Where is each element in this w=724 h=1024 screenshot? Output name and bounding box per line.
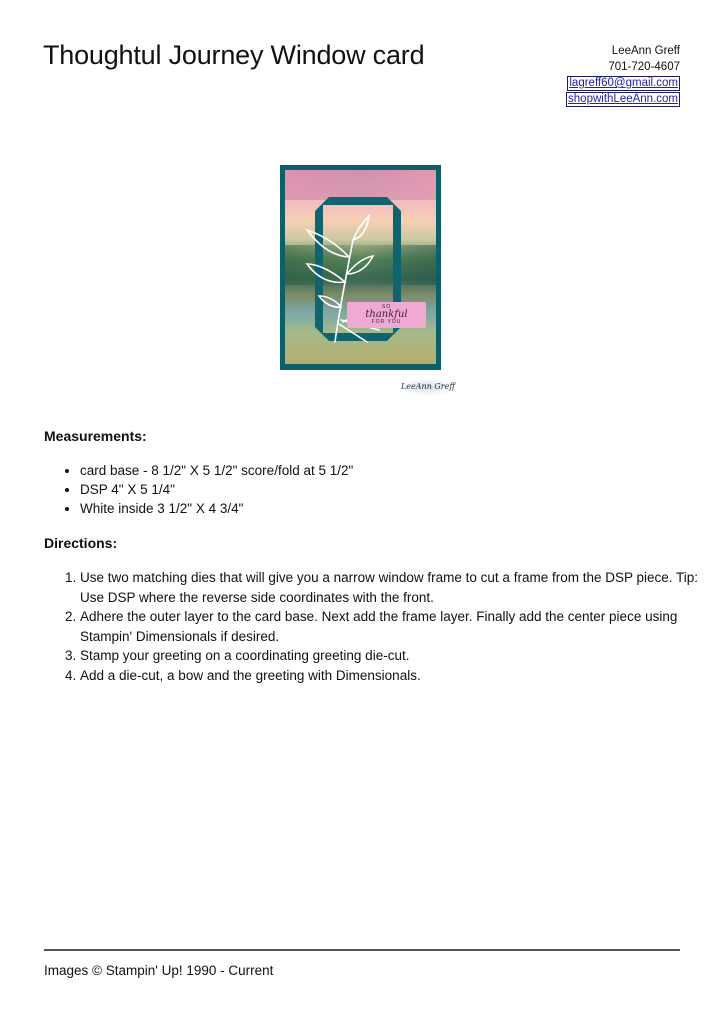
list-item: 1. Use two matching dies that will give you a narrow window frame to cut a frame from the DSP piece. Tip: Use DSP where the reverse side coordinates with the front. [80,568,720,607]
directions-heading: Directions: [44,535,118,551]
list-item: • White inside 3 1/2" X 4 3/4" [80,499,353,518]
website-link[interactable]: shopwithLeeAnn.com [568,93,678,105]
signature-watermark: LeeAnn Greff [398,378,458,396]
page-title: Thoughtul Journey Window card [43,40,425,70]
list-item: • card base - 8 1/2" X 5 1/2" score/fold at 5 1/2" [80,461,353,480]
contact-block [566,43,680,107]
list-item: 2. Adhere the outer layer to the card base. Next add the frame layer. Finally add the center piece using Stampin' Dimensionals if desired. [80,607,720,646]
footer-copyright: Images © Stampin' Up! 1990 - Current [44,963,274,978]
list-item: 3. Stamp your greeting on a coordinating greeting die-cut. [80,646,720,666]
measurements-list [62,461,353,518]
footer-divider [44,949,680,951]
contact-name: LeeAnn Greff [611,45,680,57]
directions-list [62,568,720,685]
dsp-panel [285,170,436,364]
measurements-heading: Measurements: [44,428,147,444]
contact-phone: 701-720-4607 [608,61,680,73]
leaf-die-cut-icon [305,212,385,352]
card-base [280,165,441,370]
greeting-label: SO thankful FOR YOU [347,302,426,328]
card-photo [262,152,462,410]
list-item: • DSP 4" X 5 1/4" [80,480,353,499]
email-link[interactable]: lagreff60@gmail.com [569,77,678,89]
list-item: 4. Add a die-cut, a bow and the greeting with Dimensionals. [80,666,720,686]
